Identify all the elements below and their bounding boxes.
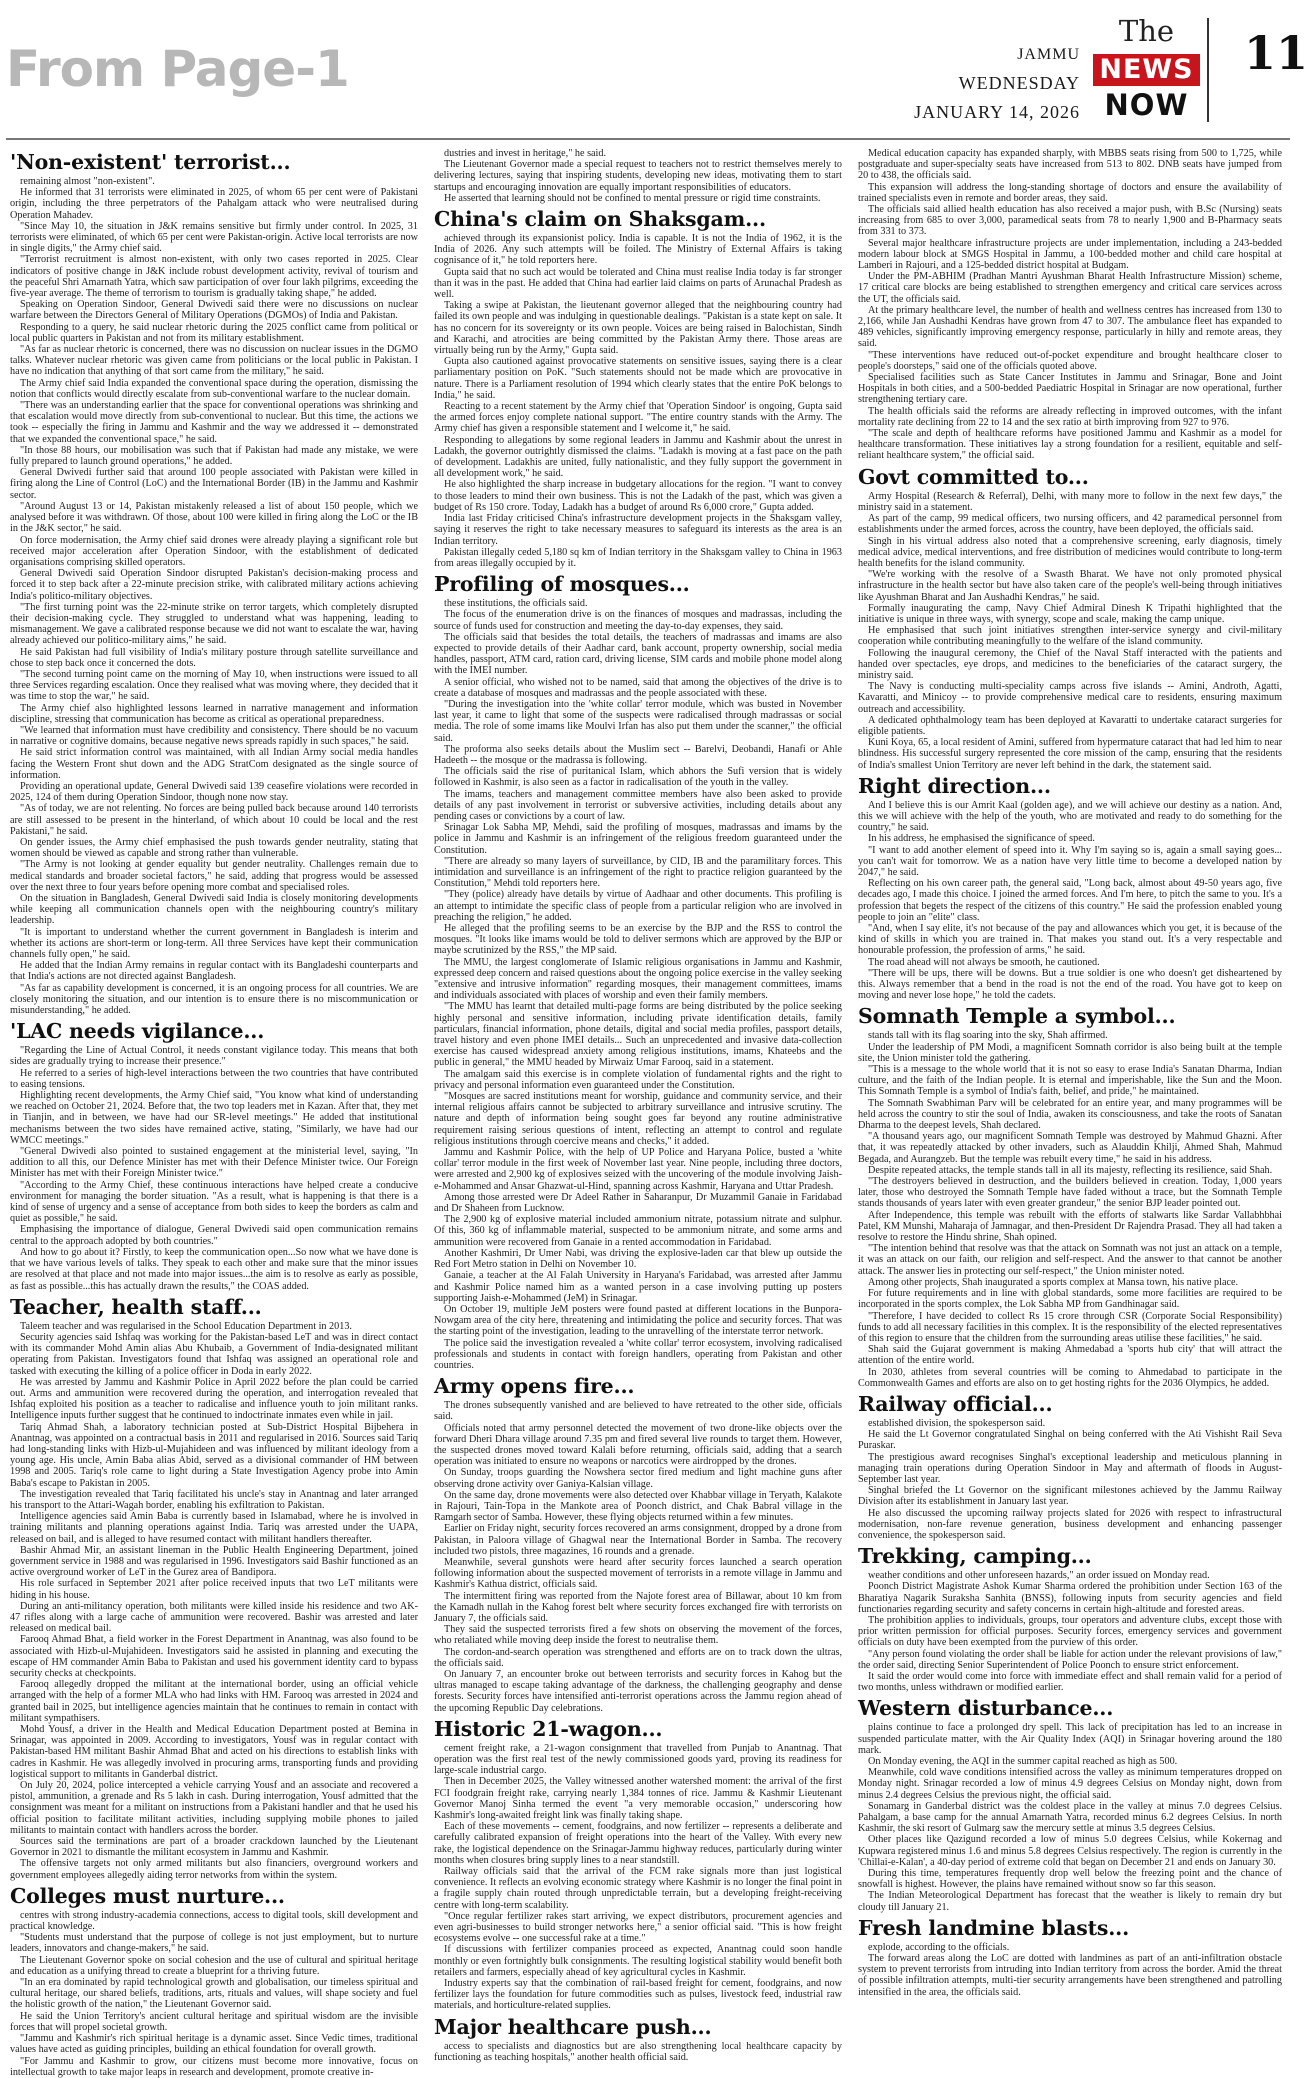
- article-paragraph: "During the investigation into the 'white collar' terror module, which was busted in November last year, it came to light that some of the suspects were radicalised through madrassas or social media. The role of some imams like Moulvi Irfan has also put them under the scanner," the official said.: [434, 698, 842, 744]
- article-paragraph: remaining almost "non-existent".: [20, 176, 155, 187]
- article-headline: Fresh landmine blasts...: [858, 1915, 1130, 1940]
- article-paragraph: Sonamarg in Ganderbal district was the coldest place in the valley at minus 7.0 degrees Celsius. Pahalgam, a base camp for the annual Amarnath Yatra, recorded minus 6.2 degrees Celsius. In north Kashmir, the ski resort of Gulmarg saw the mercury settle at minus 3.5 degrees Celsius.: [858, 1800, 1282, 1835]
- article-paragraph: "These interventions have reduced out-of-pocket expenditure and brought healthcare closer to people's doorsteps," said one of the officials quoted above.: [858, 349, 1282, 372]
- article-paragraph: "The intention behind that resolve was that the attack on Somnath was not just an attack on a temple, it was an attack on our faith, our religion and self-respect. And the answer to that cannot be another attack. The answer lies in protecting our self-respect," the Union minister noted.: [858, 1243, 1282, 1277]
- article-paragraph: A dedicated ophthalmology team has been deployed at Kavaratti to undertake cataract surgeries for eligible patients.: [858, 714, 1282, 737]
- article-paragraph: "It is important to understand whether the current government in Bangladesh is interim and whether its actions are short-term or long-term. All three Services have kept their communication channels fully open," he said.: [10, 926, 418, 961]
- article-paragraph: The Somnath Swabhiman Parv will be celebrated for an entire year, and many programmes will be held across the country to stir the soul of India, awaken its consciousness, and take the roots of Sanatan Dharma to the deepest levels, Shah declared.: [858, 1097, 1282, 1132]
- article-paragraph: Taking a swipe at Pakistan, the lieutenant governor alleged that the neighbouring country had failed its own people and was indulging in questionable dealings. "Pakistan is a state kept on sale. It has no concern for its sovereignty or its own people. Voices are being raised in Balochistan, Sindh and Karachi, and atrocities are being committed by the Pakistan Army there. Those areas are virtually being run by the Army," Gupta said.: [434, 300, 842, 357]
- column-1: [10, 148, 418, 2078]
- article-paragraph: The forward areas along the LoC are dotted with landmines as part of an anti-infiltration obstacle system to prevent terrorists from intruding into Indian territory from across the border. Amid the threat of possible infiltration attempts, multi-tier security arrangements have been strengthened and patrolling intensified in the area, the officials said.: [858, 1953, 1282, 1998]
- logo-news: NEWS: [1093, 54, 1200, 86]
- article-paragraph: In 2030, athletes from several countries will be coming to Ahmedabad to participate in the Commonwealth Games and efforts are also on to get hosting rights for the 2036 Olympics, he added.: [858, 1366, 1282, 1389]
- article-paragraph: explode, according to the officials.: [868, 1941, 1010, 1953]
- article-paragraph: "Since May 10, the situation in J&K remains sensitive but firmly under control. In 2025, 31 terrorists were eliminated, of which 65 per cent were Pakistan-origin. Active local terrorists are now in single digits," the Army chief said.: [10, 220, 418, 255]
- article-paragraph: "Regarding the Line of Actual Control, it needs constant vigilance today. This means that both sides are gradually trying to increase their presence.": [10, 1045, 418, 1068]
- article-paragraph: "As far as nuclear rhetoric is concerned, there was no discussion on nuclear issues in the DGMO talks. Whatever nuclear rhetoric was given came from politicians or the local public in Pakistan. I have no indication that anything of that sort came from the military," he said.: [10, 344, 418, 378]
- article-paragraph: The prohibition applies to individuals, groups, tour operators and adventure clubs, except those with prior written permission for official purposes. Security forces, emergency services and government officials on duty have been exempted from the purview of this order.: [858, 1614, 1282, 1649]
- article: [10, 1019, 418, 1291]
- article-paragraph: The focus of the enumeration drive is on the finances of mosques and madrassas, including the source of funds used for construction and meeting the day-to-day expenses, they said.: [434, 609, 842, 632]
- dateline-date: JANUARY 14, 2026: [914, 102, 1080, 122]
- article-paragraph: centres with strong industry-academia connections, access to digital tools, skill development and practical knowledge.: [10, 1909, 418, 1933]
- article-paragraph: And how to go about it? Firstly, to keep the communication open...So now what we have done is that we have various levels of talks. They speak to each other and make sure that the minor issues are resolved at that place and not made into major issues...the aim is to resolve as early as possible, as fast as possible...this has actually drawn the results," the COAS added.: [10, 1246, 418, 1292]
- article-paragraph: Despite repeated attacks, the temple stands tall in all its majesty, reflecting its resilience, said Shah.: [868, 1164, 1273, 1176]
- article-paragraph: He said the Union Territory's ancient cultural heritage and spiritual wisdom are the invisible forces that will propel societal growth.: [10, 2010, 418, 2033]
- article-paragraph: It said the order would come into force with immediate effect and shall remain valid for a period of two months, unless withdrawn or modified earlier.: [858, 1670, 1282, 1694]
- article-paragraph: The police said the investigation revealed a 'white collar' terror ecosystem, involving radicalised professionals and students in contact with foreign handlers, operating from Pakistan and other countries.: [434, 1337, 842, 1371]
- article-paragraph: He asserted that learning should not be confined to mental pressure or rigid time constraints.: [444, 192, 821, 204]
- article-paragraph: "We learned that information must have credibility and consistency. There should be no vacuum in narrative or cognitive domains, because negative news spreads rapidly in such spaces," he said.: [10, 724, 418, 748]
- article-paragraph: Intelligence agencies said Amin Baba is currently based in Islamabad, where he is involved in training militants and planning operations against India. Tariq was arrested under the UAPA, released on bail, and is alleged to have resumed contact with militant handlers thereafter.: [10, 1511, 418, 1545]
- article-paragraph: A senior official, who wished not to be named, said that among the objectives of the drive is to create a database of mosques and madrassas and the people associated with these.: [434, 676, 842, 699]
- article-paragraph: "Students must understand that the purpose of college is not just employment, but to nurture leaders, innovators and change-makers," he said.: [10, 1932, 418, 1955]
- article-paragraph: He also discussed the upcoming railway projects slated for 2026 with respect to infrastructural modernisation, non-fare revenue generation, business development and enhancing passenger convenience, the spokesperson said.: [858, 1507, 1282, 1541]
- article: [434, 1717, 842, 2012]
- article-headline: Right direction...: [858, 773, 1051, 798]
- article-paragraph: The officials said the rise of puritanical Islam, which abhors the Sufi version that is widely followed in Kashmir, is also seen as a factor in radicalisation of the youth in the valley.: [434, 766, 842, 789]
- article-paragraph: Reflecting on his own career path, the general said, "Long back, almost about 49-50 years ago, five decades ago, I made this choice. I joined the armed forces. And I'm here, to pitch the same to you. It's a profession that begets the respect of the citizens of this country." He said the profession enabled young people to join an "elite" class.: [858, 878, 1282, 923]
- dateline-day: WEDNESDAY: [958, 73, 1080, 93]
- article-paragraph: Under the PM-ABHIM (Pradhan Mantri Ayushman Bharat Health Infrastructure Mission) scheme, 17 critical care blocks are being established to strengthen emergency and critical care services across the UT, the officials said.: [858, 271, 1282, 305]
- article-paragraph: Gupta also cautioned against provocative statements on sensitive issues, saying there is a clear parliamentary position on PoK. "Such statements should not be made which are provocative in nature. There is a Parliament resolution of 1994 which clearly states that the entire PoK belongs to India," he said.: [434, 356, 842, 401]
- article-paragraph: "The destroyers believed in destruction, and the builders believed in creation. Today, 1,000 years later, those who destroyed the Somnath Temple have faded without a trace, but the Somnath Temple stands thousands of years later with even greater grandeur," the senior BJP leader pointed out.: [858, 1176, 1282, 1210]
- article-paragraph: "In those 88 hours, our mobilisation was such that if Pakistan had made any mistake, we were fully prepared to launch ground operations," he added.: [10, 444, 418, 468]
- article-paragraph: Singh in his virtual address also noted that a comprehensive screening, early diagnosis, timely medical advice, medical interventions, and free distribution of medicines would contribute to long-term health benefits for the island community.: [858, 535, 1282, 569]
- article-paragraph: Taleem teacher and was regularised in the School Education Department in 2013.: [20, 1320, 352, 1332]
- article-paragraph: Tariq Ahmad Shah, a laboratory technician posted at Sub-District Hospital Bijbehera in Anantnag, was appointed on a contractual basis in 2011 and regularised in 2016. Sources said Tariq had long-standing links with Hizb-ul-Mujahideen and was influenced by militant ideology from a young age. His uncle, Amin Baba alias Abid, served as a divisional commander of HM between 1998 and 2005. Tariq's role came to light during a State Investigation Agency probe into Amin Baba's escape to Pakistan in 2005.: [10, 1421, 418, 1489]
- article-paragraph: Responding to allegations by some regional leaders in Jammu and Kashmir about the unrest in Ladakh, the governor outrightly dismissed the claims. "Ladakh is moving at a fast pace on the path of development. Ladakhis are united, fully nationalistic, and they fully support the government in all development work," he said.: [434, 434, 842, 480]
- article-headline: Somnath Temple a symbol...: [858, 1004, 1176, 1029]
- article-paragraph: The MMU, the largest conglomerate of Islamic religious organisations in Jammu and Kashmir, expressed deep concern and raised questions about the ongoing police exercise in the valley seeking "extensive and intrusive information" regarding mosques, their management committees, imams and individuals associated with places of worship and even their family members.: [434, 956, 842, 1002]
- article-paragraph: "Therefore, I have decided to collect Rs 15 crore through CSR (Corporate Social Responsibility) funds to add all necessary facilities in this complex. It is the responsibility of the elected representatives of this region to ensure that the children from the surrounding areas utilise these facilities," he said.: [858, 1310, 1282, 1344]
- article-paragraph: Railway officials said that the arrival of the FCM rake signals more than just logistical convenience. It reflects an evolving economic strategy where Kashmir is no longer the final point in a fragile supply chain routed through unpredictable terrain, but a developing freight-receiving centre with long-term scalability.: [434, 1866, 842, 1911]
- article-paragraph: Then in December 2025, the Valley witnessed another watershed moment: the arrival of the first FCI foodgrain freight rake, carrying nearly 1,384 tonnes of rice. Jammu & Kashmir Lieutenant Governor Manoj Sinha termed the event "a very memorable occasion," underscoring how Kashmir's long-awaited freight link was finally taking shape.: [434, 1776, 842, 1822]
- article-columns: [10, 148, 1286, 2078]
- article-paragraph: On Sunday, troops guarding the Nowshera sector fired medium and light machine guns after observing drone activity over Ganiya-Kalsian village.: [434, 1467, 842, 1490]
- article-paragraph: Responding to a query, he said nuclear rhetoric during the 2025 conflict came from political or local public quarters in Pakistan and not from its military establishment.: [10, 321, 418, 344]
- masthead: [0, 0, 1308, 140]
- article-paragraph: Srinagar Lok Sabha MP, Mehdi, said the profiling of mosques, madrassas and imams by the police in Jammu and Kashmir is an infringement of the religious freedom guaranteed under the Constitution.: [434, 822, 842, 856]
- article-paragraph: During an anti-militancy operation, both militants were killed inside his residence and two AK-47 rifles along with a large cache of ammunition were recovered. Bashir was arrested and later released on medical bail.: [10, 1600, 418, 1635]
- logo-the: The: [1118, 14, 1175, 48]
- article: [858, 1916, 1282, 1998]
- article-paragraph: Highlighting recent developments, the Army Chief said, "You know what kind of understanding we reached on October 21, 2024. Before that, the two top leaders met in Kazan. After that, they met in Tianjin, and in between, we have had our SR-level meetings." He added that institutional mechanisms between the two sides have remained active, stating, "Similarly, we have had our WMCC meetings.": [10, 1090, 418, 1146]
- article-paragraph: "Terrorist recruitment is almost non-existent, with only two cases reported in 2025. Clear indicators of positive change in J&K include robust development activity, revival of tourism and the peaceful Shri Amarnath Yatra, which saw participation of over four lakh pilgrims, exceeding the five-year average. The theme of terrorism to tourism is gradually taking shape," he added.: [10, 254, 418, 300]
- article-paragraph: plains continue to face a prolonged dry spell. This lack of precipitation has led to an increase in suspended particulate matter, with the Air Quality Index (AQI) in Srinagar hovering around the 180 mark.: [858, 1722, 1282, 1756]
- article-headline: Colleges must nurture...: [10, 1883, 285, 1908]
- article-paragraph: The road ahead will not always be smooth, he cautioned.: [868, 956, 1100, 968]
- article-paragraph: He said strict information control was maintained, with all Indian Army social media handles facing the Western Front shut down and the ADG StratCom designated as the single source of information.: [10, 747, 418, 781]
- article-paragraph: This expansion will address the long-standing shortage of doctors and ensure the availability of trained specialists even in remote and border areas, they said.: [858, 181, 1282, 204]
- article-headline: Western disturbance...: [858, 1696, 1114, 1721]
- article-paragraph: Another Kashmiri, Dr Umer Nabi, was driving the explosive-laden car that blew up outside the Red Fort Metro station in Delhi on November 10.: [434, 1247, 842, 1271]
- article-paragraph: Earlier on Friday night, security forces recovered an arms consignment, dropped by a drone from Pakistan, in Paloora village of Ghagwal near the International Border in Samba. The recovery included two pistols, three magazines, 16 rounds and a grenade.: [434, 1523, 842, 1557]
- article-paragraph: In his address, he emphasised the significance of speed.: [868, 833, 1095, 845]
- article: [10, 1295, 418, 1881]
- article-paragraph: Medical education capacity has expanded sharply, with MBBS seats rising from 500 to 1,725, while postgraduate and super-specialty seats have increased from 513 to 802. DNB seats have jumped from 20 to 438, the officials said.: [858, 148, 1282, 182]
- article-paragraph: "This is a message to the whole world that it is not so easy to erase India's Sanatan Dharma, Indian culture, and the faith of the Indian people. It is eternal and imperishable, like the Sun and the Moon. This Somnath Temple is a symbol of India's faith, belief, and pride," he maintained.: [858, 1064, 1282, 1098]
- article-paragraph: And I believe this is our Amrit Kaal (golden age), and we will achieve our destiny as a nation. And, this we will achieve with the help of the youth, who are motivated and ready to do something for the country," he said.: [858, 799, 1282, 834]
- article-paragraph: Several major healthcare infrastructure projects are under implementation, including a 243-bedded modern labour block at SMGS Hospital in Jammu, a 100-bedded mother and child care hospital at Lamberi in Rajouri, and a 125-bedded district hospital at Budgam.: [858, 237, 1282, 272]
- article: [10, 1884, 418, 2078]
- article-paragraph: Meanwhile, several gunshots were heard after security forces launched a search operation following information about the suspected movement of terrorists in a remote village in Jammu and Kashmir's Kathua district, officials said.: [434, 1556, 842, 1591]
- article-paragraph: "In an era dominated by rapid technological growth and globalisation, our timeless spiritual and cultural heritage, our shared beliefs, traditions, arts, rituals and values, will shape society and fuel the holistic growth of the nation," the Lieutenant Governor said.: [10, 1977, 418, 2011]
- article-paragraph: Kuni Koya, 65, a local resident of Amini, suffered from hypermature cataract that had led him to near blindness. His successful surgery represented the core mission of the camp, ensuring that the residents of India's smallest Union Territory are never left behind in the dark, the statement said.: [858, 737, 1282, 771]
- article: [858, 774, 1282, 1002]
- article-paragraph: Mohd Yousf, a driver in the Health and Medical Education Department posted at Bemina in Srinagar, was appointed in 2009. According to investigators, Yousf was in regular contact with Pakistan-based HM militant Bashir Ahmad Bhat and acted on his directions to establish links with cadres in Kashmir. He was allegedly involved in procuring arms, transporting funds and providing logistical support to militants in Ganderbal district.: [10, 1724, 418, 1780]
- article-paragraph: He informed that 31 terrorists were eliminated in 2025, of whom 65 per cent were of Pakistani origin, including the three perpetrators of the Pahalgam attack who were neutralised during Operation Mahadev.: [10, 187, 418, 221]
- article-paragraph: The amalgam said this exercise is in complete violation of fundamental rights and the right to privacy and personal information even guaranteed under the Constitution.: [434, 1068, 842, 1091]
- article-paragraph: Reacting to a recent statement by the Army chief that 'Operation Sindoor' is ongoing, Gupta said the armed forces enjoy complete national support. "The entire country stands with the Army. The Army chief has given a responsible statement and I welcome it," he said.: [434, 401, 842, 435]
- dateline-city: JAMMU: [1017, 46, 1080, 63]
- article-paragraph: "The first turning point was the 22-minute strike on terror targets, which completely disrupted their decision-making cycle. They struggled to understand what was happening, leading to mismanagement. We gave a calibrated response because we did not want to escalate the war, having already achieved our politico-military aims," he said.: [10, 601, 418, 647]
- article-paragraph: "As of today, we are not relenting. No forces are being pulled back because around 140 terrorists are still assessed to be present in the hinterland, of which about 10 could be local and the rest Pakistani," he said.: [10, 803, 418, 837]
- article-paragraph: Among other projects, Shah inaugurated a sports complex at Mansa town, his native place.: [868, 1276, 1239, 1288]
- article-paragraph: The cordon-and-search operation was strengthened and efforts are on to track down the ultras, the officials said.: [434, 1646, 842, 1669]
- article-paragraph: If discussions with fertilizer companies proceed as expected, Anantnag could soon handle monthly or even fortnightly bulk consignments. The resulting logistical stability would benefit both retailers and farmers, especially ahead of key agricultural cycles in Kashmir.: [434, 1944, 842, 1978]
- article-headline: Trekking, camping...: [858, 1544, 1092, 1569]
- article-paragraph: The offensive targets not only armed militants but also financiers, overground workers and government employees allegedly aiding terror networks from within the system.: [10, 1858, 418, 1881]
- article-paragraph: "The second turning point came on the morning of May 10, when instructions were issued to all three Services regarding escalation. Once they realised what was moving where, they decided that it was time to stop the war," he said.: [10, 668, 418, 703]
- article: [858, 465, 1282, 771]
- article-paragraph: "For Jammu and Kashmir to grow, our citizens must become more innovative, focus on intellectual growth to take major leaps in research and development, promote creative in-: [10, 2055, 418, 2078]
- article-paragraph: The imams, teachers and management committee members have also been asked to provide details of any past involvement in terrorist or subversive activities, including details about any pending cases or convictions by a court of law.: [434, 788, 842, 822]
- article-paragraph: Following the inaugural ceremony, the Chief of the Naval Staff interacted with the patients and handed over spectacles, eye drops, and medicines to the beneficiaries of the cataract surgery, the ministry said.: [858, 647, 1282, 681]
- article-paragraph: established division, the spokesperson said.: [868, 1417, 1046, 1429]
- article-paragraph: Meanwhile, cold wave conditions intensified across the valley as minimum temperatures dropped on Monday night. Srinagar recorded a low of minus 4.9 degrees Celsius on Monday night, down from minus 2.4 degrees Celsius the previous night, the official said.: [858, 1767, 1282, 1801]
- article-paragraph: "Any person found violating the order shall be liable for action under the relevant provisions of law," the order said, directing Senior Superintendent of Police Poonch to ensure strict enforcement.: [858, 1648, 1282, 1671]
- article-paragraph: Farooq allegedly dropped the militant at the international border, using an official vehicle arranged with the help of a former MLA who had links with HM. Farooq was arrested in 2024 and granted bail in 2025, but intelligence agencies maintain that he continues to remain in contact with militant sympathisers.: [10, 1679, 418, 1724]
- article-paragraph: He alleged that the profiling seems to be an exercise by the BJP and the RSS to control the mosques. "It looks like imams would be told to deliver sermons which are approved by the BJP or maybe scrutinized by the RSS," the MP said.: [434, 923, 842, 957]
- article-paragraph: On Monday evening, the AQI in the summer capital reached as high as 500.: [868, 1756, 1178, 1767]
- article-paragraph: "The Army is not looking at gender equality but gender neutrality. Challenges remain due to medical standards and broader societal factors," he said, adding that progress would be assessed over the next three to four years before opening more combat and specialised roles.: [10, 859, 418, 893]
- article-paragraph: Among those arrested were Dr Adeel Rather in Saharanpur, Dr Muzammil Ganaie in Faridabad and Dr Shaheen from Lucknow.: [434, 1191, 842, 1215]
- article-paragraph: He said Pakistan had full visibility of India's military posture through satellite surveillance and chose to step back once it concerned the dots.: [10, 646, 418, 669]
- article-paragraph: Other places like Qazigund recorded a low of minus 5.0 degrees Celsius, while Kokernag and Kupwara registered minus 1.6 and minus 5.8 degrees Celsius respectively. The region is currently in the 'Chillai-e-Kalan', a 40-day period of extreme cold that began on December 21 and ends on January 30.: [858, 1834, 1282, 1868]
- article-paragraph: He referred to a series of high-level interactions between the two countries that have contributed to easing tensions.: [10, 1067, 418, 1090]
- article-paragraph: As part of the camp, 99 medical officers, two nursing officers, and 42 paramedical personnel from establishments under the armed forces, across the country, have been deployed, the officials said.: [858, 513, 1282, 536]
- article-paragraph: Shah said the Gujarat government is making Ahmedabad a 'sports hub city' that will attract the attention of the entire world.: [858, 1344, 1282, 1367]
- article-paragraph: After Independence, this temple was rebuilt with the efforts of stalwarts like Sardar Vallabhbhai Patel, KM Munshi, Maharaja of Jamnagar, and then-President Dr Rajendra Prasad. They all had taken a resolve to restore the Hindu shrine, Shah opined.: [858, 1209, 1282, 1244]
- page-number: 11: [1244, 26, 1308, 80]
- article-headline: Teacher, health staff...: [10, 1294, 262, 1319]
- article: [434, 207, 842, 569]
- article-paragraph: "Mosques are sacred institutions meant for worship, guidance and community service, and their internal religious affairs cannot be subjected to arbitrary surveillance and intrusive scrutiny. The nature and depth of information being sought goes far beyond any routine administrative requirement raising serious questions of intent, reflecting an attempt to control and regulate religious institutions through coercive means and checks," it added.: [434, 1091, 842, 1147]
- article-headline: Historic 21-wagon...: [434, 1716, 663, 1741]
- article: [434, 2015, 842, 2063]
- article-paragraph: During this time, temperatures frequently drop well below the freezing point and the chance of snowfall is highest. However, the plains have remained without snow so far this season.: [858, 1868, 1282, 1891]
- article-paragraph: Officials noted that army personnel detected the movement of two drone-like objects over the forward Dheri Dhara village around 7.35 pm and fired several live rounds to target them. However, the suspected drones moved toward Kalali before returning, officials said, adding that a search operation was initiated to ensure no weapons or narcotics were airdropped by the drones.: [434, 1422, 842, 1468]
- article-paragraph: The Army chief said India expanded the conventional space during the operation, dismissing the notion that conflicts would directly escalate from sub-conventional warfare to the nuclear domain.: [10, 377, 418, 400]
- article-paragraph: Under the leadership of PM Modi, a magnificent Somnath corridor is also being built at the temple site, the Union minister told the gathering.: [858, 1041, 1282, 1064]
- article-paragraph: Industry experts say that the combination of rail-based freight for cement, foodgrains, and now fertilizer lays the foundation for future commodities such as pulses, livestock feed, industrial raw materials, and horticulture-related supplies.: [434, 1978, 842, 2012]
- article: [434, 572, 842, 1371]
- article-paragraph: "According to the Army Chief, these continuous interactions have helped create a conducive environment for managing the border situation. "As a result, what is happening is that there is a kind of sense of urgency and a sense of acceptance from both sides to keep the borders as calm and quiet as possible," he said.: [10, 1179, 418, 1225]
- article-paragraph: India last Friday criticised China's infrastructure development projects in the Shaksgam valley, saying it reserves the right to take necessary measures to safeguard its interests as the area is an Indian territory.: [434, 513, 842, 547]
- article-paragraph: achieved through its expansionist policy. India is capable. It is not the India of 1962, it is the India of 2026. Any such attempts will be foiled. The Ministry of External Affairs is taking cognisance of it," he told reporters here.: [434, 233, 842, 267]
- column-2: [434, 148, 842, 2063]
- article-paragraph: cement freight rake, a 21-wagon consignment that travelled from Punjab to Anantnag. That operation was the first real test of the newly commissioned goods yard, proving its readiness for large-scale industrial cargo.: [434, 1742, 842, 1777]
- article-paragraph: these institutions, the officials said.: [444, 598, 588, 610]
- article-paragraph: Providing an operational update, General Dwivedi said 139 ceasefire violations were recorded in 2025, 124 of them during Operation Sindoor, though none now stay.: [10, 780, 418, 804]
- article-paragraph: His role surfaced in September 2021 after police received inputs that two LeT militants were hiding in his house.: [10, 1578, 418, 1601]
- article-paragraph: stands tall with its flag soaring into the sky, Shah affirmed.: [868, 1030, 1108, 1042]
- article-paragraph: Jammu and Kashmir Police, with the help of UP Police and Haryana Police, busted a 'white collar' terror module in the first week of November last year. Nine people, including three doctors, were arrested and 2,900 kg of explosives seized with the uncovering of the module involving Jaish-e-Mohammed and Ansar Ghazwat-ul-Hind, spanning across Kashmir, Haryana and Uttar Pradesh.: [434, 1147, 842, 1192]
- article-paragraph: Specialised facilities such as State Cancer Institutes in Jammu and Srinagar, Bone and Joint Hospitals in both cities, and a 500-bedded Paediatric Hospital in Srinagar are now operational, further strengthening tertiary care.: [858, 372, 1282, 406]
- article-paragraph: Pakistan illegally ceded 5,180 sq km of Indian territory in the Shaksgam valley to China in 1963 from areas illegally occupied by it.: [434, 546, 842, 569]
- article-paragraph: dustries and invest in heritage," he said.: [444, 148, 607, 159]
- article: [858, 1544, 1282, 1693]
- article-paragraph: "General Dwivedi also pointed to sustained engagement at the ministerial level, saying, "In addition to all this, our Defence Minister has met with their Defence Minister twice. Our Foreign Minister has met with their Foreign Minister twice.": [10, 1146, 418, 1180]
- article-headline: Major healthcare push...: [434, 2014, 712, 2039]
- article-paragraph: On gender issues, the Army chief emphasised the push towards gender neutrality, stating that women should be viewed as capable and strong rather than vulnerable.: [10, 836, 418, 860]
- article-headline: Profiling of mosques...: [434, 572, 690, 597]
- article-paragraph: "Once regular fertilizer rakes start arriving, we expect distributors, procurement agencies and even agri-businesses to build stronger networks here," a senior official said. "This is how freight ecosystems evolve -- one successful rake at a time.": [434, 1910, 842, 1945]
- logo-now: NOW: [1104, 88, 1189, 122]
- article-paragraph: General Dwivedi further said that around 100 people associated with Pakistan were killed in firing along the Line of Control (LoC) and the International Border (IB) in the Jammu and Kashmir sector.: [10, 467, 418, 501]
- article-paragraph: The Navy is conducting multi-speciality camps across five islands -- Amini, Androth, Agatti, Kavaratti, and Minicoy -- to provide comprehensive medical care to residents, ensuring maximum outreach and accessibility.: [858, 681, 1282, 715]
- dateline: [914, 40, 1080, 127]
- article-paragraph: At the primary healthcare level, the number of health and wellness centres has increased from 130 to 2,166, while Jan Aushadhi Kendras have grown from 47 to 307. The ambulance fleet has expanded to 489 vehicles, significantly improving emergency response, particularly in hilly and remote areas, they said.: [858, 304, 1282, 350]
- article-paragraph: "Jammu and Kashmir's rich spiritual heritage is a dynamic asset. Since Vedic times, traditional values have acted as guiding principles, building an ethical foundation for overall growth.: [10, 2033, 418, 2056]
- article-headline: China's claim on Shaksgam...: [434, 207, 766, 232]
- article-paragraph: The Army chief also highlighted lessons learned in narrative management and information discipline, stressing that communication has become as critical as operational preparedness.: [10, 702, 418, 725]
- article-paragraph: "We're working with the resolve of a Swasth Bharat. We have not only promoted physical infrastructure in the health sector but have also taken care of the people's well-being through initiatives like Ayushman Bharat and Jan Aushadhi Kendras," he said.: [858, 569, 1282, 603]
- section-title: From Page-1: [6, 40, 349, 98]
- article-paragraph: The officials said that besides the total details, the teachers of madrassas and imams are also expected to provide details of their Aadhar card, bank account, property ownership, social media handles, passport, ATM card, ration card, driving license, SIM cards and mobile phone model along with the IMEI number.: [434, 631, 842, 677]
- article-paragraph: Security agencies said Ishfaq was working for the Pakistan-based LeT and was in direct contact with its commander Mohd Amin alias Abu Khubaib, a Government of India-designated militant operating from Pakistan. Investigators found that Ishfaq was assigned an operational role and tasked with executing the killing of a police officer in Doda in early 2022.: [10, 1331, 418, 1377]
- article-paragraph: Bashir Ahmad Mir, an assistant lineman in the Public Health Engineering Department, joined government service in 1988 and was regularised in 1996. Investigators said Bashir functioned as an active overground worker of LeT in the Gurez area of Bandipora.: [10, 1544, 418, 1579]
- article-headline: 'Non-existent' terrorist...: [10, 150, 291, 174]
- article-paragraph: The proforma also seeks details about the Muslim sect -- Barelvi, Deobandi, Hanafi or Ahle Hadeeth -- the mosque or the madrassa is following.: [434, 743, 842, 766]
- column-3: [858, 148, 1282, 2054]
- article-paragraph: Army Hospital (Research & Referral), Delhi, with many more to follow in the next few days," the ministry said in a statement.: [858, 490, 1282, 513]
- article-paragraph: The health officials said the reforms are already reflecting in improved outcomes, with the infant mortality rate declining from 22 to 14 and the sex ratio at birth improving from 927 to 976.: [858, 405, 1282, 428]
- article-paragraph: He said the Lt Governor congratulated Singhal on being conferred with the Ati Vishisht Rail Seva Puraskar.: [858, 1429, 1282, 1452]
- article: [858, 148, 1282, 462]
- article-paragraph: "Around August 13 or 14, Pakistan mistakenly released a list of about 150 people, which we analysed before it was withdrawn. Of those, about 100 were killed in firing along the LoC or the IB in the J&K sector," he said.: [10, 500, 418, 535]
- article-headline: Railway official...: [858, 1391, 1053, 1416]
- article-paragraph: He was arrested by Jammu and Kashmir Police in April 2022 before the plan could be carried out. Arms and ammunition were recovered during the operation, and interrogation revealed that Ishfaq exploited his position as a teacher to radicalise and influence youth to join militant ranks. Intelligence inputs further suggest that he continued to indoctrinate inmates even while in jail.: [10, 1376, 418, 1422]
- article-headline: Army opens fire...: [434, 1374, 635, 1399]
- article-paragraph: "There are already so many layers of surveillance, by CID, IB and the paramilitary forces. This intimidation and surveillance is an infringement of the right to practice religion guaranteed by the Constitution," Mehdi told reporters here.: [434, 855, 842, 890]
- article-paragraph: Speaking on Operation Sindoor, General Dwivedi said there were no discussions on nuclear warfare between the Directors General of Military Operations (DGMOs) of India and Pakistan.: [10, 299, 418, 322]
- article-paragraph: The investigation revealed that Tariq facilitated his uncle's stay in Anantnag and later arranged his transport to the Attari-Wagah border, enabling his exfiltration to Pakistan.: [10, 1488, 418, 1511]
- article-paragraph: Farooq Ahmad Bhat, a field worker in the Forest Department in Anantnag, was also found to be associated with Hizb-ul-Mujahideen. Investigators said he assisted in planning and executing the escape of HM commander Amin Baba to Pakistan and used his government identity card to bypass security checks at checkpoints.: [10, 1634, 418, 1679]
- article-paragraph: For future requirements and in line with global standards, some more facilities are required to be incorporated in the sports complex, the Lok Sabha MP from Gandhinagar said.: [858, 1288, 1282, 1311]
- article-paragraph: weather conditions and other unforeseen hazards," an order issued on Monday read.: [868, 1570, 1210, 1582]
- article-paragraph: "I want to add another element of speed into it. Why I'm saying so is, again a small saying goes... you can't wait for tomorrow. We as a nation have very little time to become a developed nation by 2047," he said.: [858, 844, 1282, 878]
- article-paragraph: Emphasising the importance of dialogue, General Dwivedi said open communication remains central to the approach adopted by both countries.": [10, 1224, 418, 1247]
- logo-divider: [1207, 18, 1209, 122]
- article-paragraph: "There was an understanding earlier that the space for conventional operations was shrinking and that escalation would move directly from sub-conventional to nuclear. But this time, the actions we took -- especially the firing in Jammu and Kashmir and the way we addressed it -- demonstrated that we expanded the conventional space," he said.: [10, 400, 418, 445]
- article-paragraph: "The scale and depth of healthcare reforms have positioned Jammu and Kashmir as a model for healthcare transformation. These initiatives lay a strong foundation for a resilient, equitable and self-reliant healthcare system," the official said.: [858, 428, 1282, 462]
- article: [858, 1004, 1282, 1389]
- article-paragraph: "The MMU has learnt that detailed multi-page forms are being distributed by the police seeking highly personal and sensitive information, including private identification details, family particulars, financial information, phone details, digital and social media profiles, passport details, travel history and even phone IMEI details... Such an unprecedented and invasive data-collection exercise has caused widespread anxiety among religious institutions, imams, Khateebs and the public in general," the MMU headed by Mirwaiz Umar Farooq, said in a statement.: [434, 1001, 842, 1069]
- masthead-rule: [6, 138, 1290, 140]
- article-paragraph: access to specialists and diagnostics but are also strengthening local healthcare capacity by functioning as teaching hospitals," another health official said.: [434, 2040, 842, 2063]
- article: [434, 1374, 842, 1714]
- article: [10, 150, 418, 1016]
- article-paragraph: Each of these movements -- cement, foodgrains, and now fertilizer -- represents a deliberate and carefully calibrated expansion of freight operations into the heart of the Valley. With every new rake, the logistical dependence on the Srinagar-Jammu highway reduces, particularly during winter months when closures bring supply lines to a near standstill.: [434, 1821, 842, 1866]
- article-paragraph: Singhal briefed the Lt Governor on the significant milestones achieved by the Jammu Railway Division after its establishment in January last year.: [858, 1485, 1282, 1508]
- article-paragraph: On force modernisation, the Army chief said drones were already playing a significant role but received major acceleration after Operation Sindoor, with the establishment of dedicated organisations comprising skilled operators.: [10, 534, 418, 568]
- article-paragraph: They said the suspected terrorists fired a few shots on observing the movement of the forces, who retaliated while moving deep inside the forest to neutralise them.: [434, 1624, 842, 1647]
- article-paragraph: The drones subsequently vanished and are believed to have retreated to the other side, officials said.: [434, 1400, 842, 1423]
- article-paragraph: On October 19, multiple JeM posters were found pasted at different locations in the Bunpora-Nowgam area of the city here, threatening and intimidating the police and security forces. That was the starting point of the investigation, leading to the unravelling of the interstate terror network.: [434, 1303, 842, 1338]
- article-paragraph: Ganaie, a teacher at the Al Falah University in Haryana's Faridabad, was arrested after Jammu and Kashmir Police named him as a wanted person in a case involving putting up posters supporting Jaish-e-Mohammed (JeM) in Srinagar.: [434, 1270, 842, 1304]
- article-paragraph: The 2,900 kg of explosive material included ammonium nitrate, potassium nitrate and sulphur. Of this, 360 kg of inflammable material, suspected to be ammonium nitrate, and some arms and ammunition were recovered from Ganaie in a rented accommodation in Faridabad.: [434, 1214, 842, 1248]
- article-paragraph: On July 20, 2024, police intercepted a vehicle carrying Yousf and an associate and recovered a pistol, ammunition, a grenade and Rs 5 lakh in cash. During interrogation, Yousf admitted that the consignment was meant for a militant on instructions from a Pakistani handler and that he used his official position to facilitate militant activities, including supplying mobile phones to jailed militants to maintain contact with handlers across the border.: [10, 1780, 418, 1836]
- article-headline: Govt committed to...: [858, 464, 1089, 489]
- article-paragraph: "A thousand years ago, our magnificent Somnath Temple was destroyed by Mahmud Ghazni. After that, it was repeatedly attacked by other invaders, such as Alauddin Khilji, Ahmed Shah, Mahmud Begada, and Aurangzeb. But the temple was rebuilt every time," he said in his address.: [858, 1131, 1282, 1165]
- article-headline: 'LAC needs vigilance...: [10, 1019, 265, 1044]
- article-paragraph: The Lieutenant Governor made a special request to teachers not to restrict themselves merely to delivering lectures, saying that inspiring students, developing new ideas, motivating them to start startups and encouraging innovation are equally important responsibilities of educators.: [434, 159, 842, 193]
- article-paragraph: On the situation in Bangladesh, General Dwivedi said India is closely monitoring developments while keeping all communication channels open with the neighbouring country's military leadership.: [10, 893, 418, 927]
- article-paragraph: "They (police) already have details by virtue of Aadhaar and other documents. This profiling is an attempt to intimidate the specific class of people from a particular religion who are involved in preaching the religion," he added.: [434, 889, 842, 923]
- article: [858, 1696, 1282, 1912]
- article: [858, 1392, 1282, 1541]
- article-paragraph: On the same day, drone movements were also detected over Khabbar village in Teryath, Kalakote in Rajouri, Tain-Topa in the Mankote area of Poonch district, and Chak Babral village in the Ramgarh sector of Samba. However, these flying objects returned within a few minutes.: [434, 1489, 842, 1524]
- article-paragraph: The Indian Meteorological Department has forecast that the weather is likely to remain dry but cloudy till January 21.: [858, 1890, 1282, 1913]
- article-paragraph: On January 7, an encounter broke out between terrorists and security forces in Kahog but the ultras managed to escape taking advantage of the darkness, the challenging geography and dense forests. Security forces have intensified anti-terrorist operations across the Jammu region ahead of the upcoming Republic Day celebrations.: [434, 1669, 842, 1714]
- article-paragraph: He also highlighted the sharp increase in budgetary allocations for the region. "I want to convey to those leaders to mind their own business. This is not the Ladakh of the past, which was given a budget of Rs 150 crore. Today, Ladakh has a budget of around Rs 6,000 crore," Gupta added.: [434, 479, 842, 513]
- article-paragraph: General Dwivedi said Operation Sindoor disrupted Pakistan's decision-making process and forced it to step back after a 22-minute precision strike, with calibrated military actions achieving India's politico-military objectives.: [10, 568, 418, 602]
- article-paragraph: Gupta said that no such act would be tolerated and China must realise India today is far stronger than it was in the past. He added that China had earlier laid claims on parts of Arunachal Pradesh as well.: [434, 266, 842, 301]
- article-paragraph: "And, when I say elite, it's not because of the pay and allowances which you get, it is because of the kind of skills in which you are trained in. That makes you stand out. It's a very respectable and honourable profession, the profession of arms," he said.: [858, 923, 1282, 957]
- article-paragraph: "As far as capability development is concerned, it is an ongoing process for all countries. We are closely monitoring the situation, and our intention is to ensure there is no miscommunication or misunderstanding," he added.: [10, 982, 418, 1017]
- article-paragraph: He emphasised that such joint initiatives strengthen inter-service synergy and civil-military cooperation while contributing meaningfully to the welfare of the island community.: [858, 625, 1282, 648]
- article: [434, 148, 842, 204]
- article-paragraph: Formally inaugurating the camp, Navy Chief Admiral Dinesh K Tripathi highlighted that the initiative is unique in three ways, with synergy, scope and scale, making the camp unique.: [858, 602, 1282, 625]
- newspaper-logo: [1093, 14, 1238, 130]
- article-paragraph: The Lieutenant Governor spoke on social cohesion and the use of cultural and spiritual heritage and education as a unifying thread to create a blueprint for a thriving future.: [10, 1954, 418, 1977]
- article-paragraph: He added that the Indian Army remains in regular contact with its Bangladeshi counterparts and that India's actions are not directed against Bangladesh.: [10, 960, 418, 983]
- article-paragraph: The prestigious award recognises Singhal's exceptional leadership and meticulous planning in managing train operations during Operation Sindoor in May and aftermath of floods in August-September last year.: [858, 1451, 1282, 1485]
- article-paragraph: The intermittent firing was reported from the Najote forest area of Billawar, about 10 km from the Kamadh nullah in the Kahog forest belt where security forces exchanged fire with terrorists on January 7, the officials said.: [434, 1590, 842, 1624]
- article-paragraph: Poonch District Magistrate Ashok Kumar Sharma ordered the prohibition under Section 163 of the Bharatiya Nagarik Suraksha Sanhita (BNSS), following inputs from security agencies and field functionaries regarding security and safety concerns in certain high-altitude and forested areas.: [858, 1581, 1282, 1615]
- article-paragraph: The officials said allied health education has also received a major push, with B.Sc (Nursing) seats increasing from 685 to over 3,000, paramedical seats from 78 to nearly 1,900 and B-Pharmacy seats from 331 to 373.: [858, 204, 1282, 238]
- article-paragraph: Sources said the terminations are part of a broader crackdown launched by the Lieutenant Governor in 2021 to dismantle the militant ecosystem in Jammu and Kashmir.: [10, 1836, 418, 1859]
- article-paragraph: "There will be ups, there will be downs. But a true soldier is one who doesn't get disheartened by this. Always remember that a bend in the road is not the end of the road. You have got to keep on moving and never lose hope," he told the cadets.: [858, 967, 1282, 1002]
